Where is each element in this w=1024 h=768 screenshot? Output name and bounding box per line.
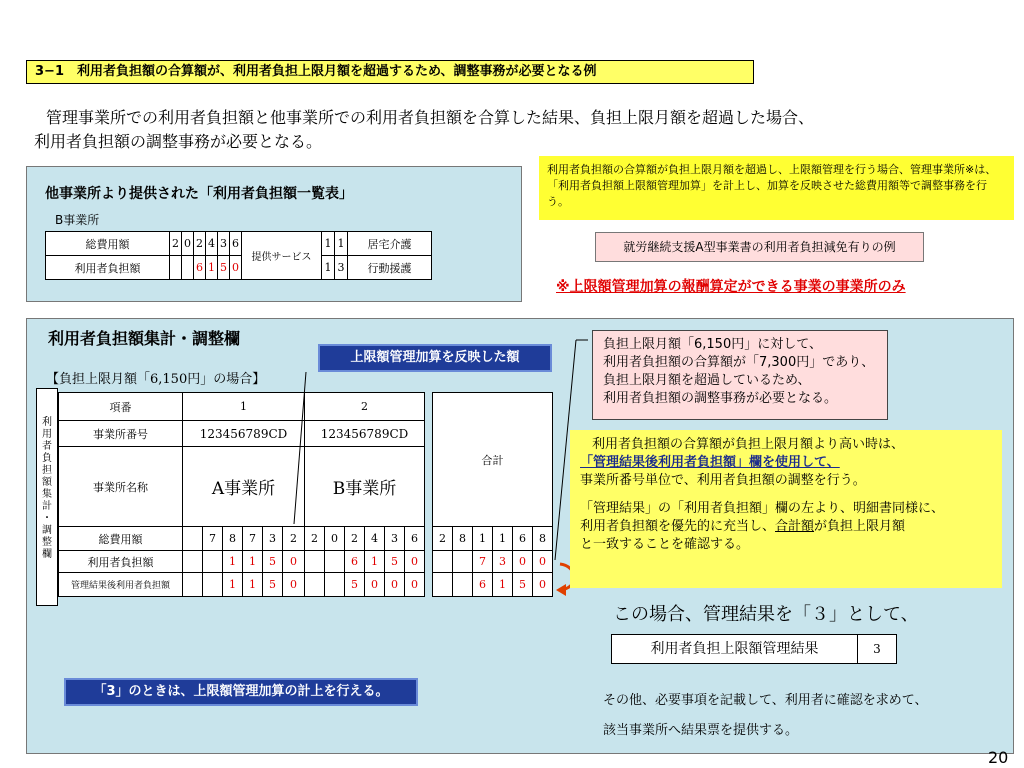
management-result-box xyxy=(611,634,897,664)
overage-note-line: 利用者負担額の合算額が「7,300円」であり、 xyxy=(603,355,875,370)
digit-cell: 5 xyxy=(385,551,405,573)
office-b-label: B事業所 xyxy=(55,213,100,227)
vertical-char: 者 xyxy=(42,441,52,452)
closing-line: その他、必要事項を記載して、利用者に確認を求めて、 xyxy=(603,693,928,708)
digit-cell: 0 xyxy=(533,573,553,597)
digit-cell: 0 xyxy=(513,551,533,573)
total-label: 合計 xyxy=(433,393,553,527)
digit-cell: 5 xyxy=(263,573,283,597)
digit-cell: 8 xyxy=(223,527,243,551)
arrow-head xyxy=(556,584,566,596)
digit-cell: 8 xyxy=(453,527,473,551)
office-number-label: 事業所番号 xyxy=(59,421,183,447)
digit-cell: 3 xyxy=(218,232,230,256)
explanation-highlight: 「管理結果後利用者負担額」欄を使用して、 xyxy=(580,455,840,470)
other-office-title: 他事業所より提供された「利用者負担額一覧表」 xyxy=(45,186,353,202)
vertical-char: ・ xyxy=(42,513,52,524)
digit-cell: 7 xyxy=(243,527,263,551)
vertical-char: 調 xyxy=(42,525,52,536)
example-label: 就労継続支援A型事業書の利用者負担減免有りの例 xyxy=(595,232,924,262)
digit-cell: 7 xyxy=(473,551,493,573)
intro-line-1: 管理事業所での利用者負担額と他事業所での利用者負担額を合算した結果、負担上限月額を超過した場合、 xyxy=(46,108,815,127)
digit-cell: 0 xyxy=(283,551,305,573)
digit-cell: 6 xyxy=(345,551,365,573)
service-name: 居宅介護 xyxy=(348,232,432,256)
overage-note-line: 利用者負担額の調整事務が必要となる。 xyxy=(603,391,838,406)
burden-amount-label: 利用者負担額 xyxy=(59,551,183,573)
digit-cell: 0 xyxy=(533,551,553,573)
intro-line-2: 利用者負担額の調整事務が必要となる。 xyxy=(34,132,323,151)
digit-cell: 6 xyxy=(513,527,533,551)
digit-cell: 0 xyxy=(325,527,345,551)
explanation-line: と一致することを確認する。 xyxy=(580,537,750,552)
digit-cell: 4 xyxy=(365,527,385,551)
digit-cell: 2 xyxy=(283,527,305,551)
page-number: 20 xyxy=(988,748,1009,767)
office-number-1: 123456789CD xyxy=(183,421,305,447)
vertical-char: 整 xyxy=(42,537,52,548)
office-name-1: A事業所 xyxy=(183,447,305,527)
row-label: 利用者負担額 xyxy=(46,256,170,280)
section-title: 3−1 利用者負担額の合算額が、利用者負担上限月額を超過するため、調整事務が必要となる例 xyxy=(26,60,754,84)
digit-cell: 6 xyxy=(473,573,493,597)
overage-note-line: 負担上限月額「6,150円」に対して、 xyxy=(603,337,822,352)
vertical-char: 利 xyxy=(42,417,52,428)
digit-cell: 3 xyxy=(493,551,513,573)
explanation-text: 利用者負担額を優先的に充当し、 xyxy=(580,519,776,534)
vertical-char: 負 xyxy=(42,453,52,464)
office-name-2: B事業所 xyxy=(305,447,425,527)
managed-burden-label: 管理結果後利用者負担額 xyxy=(59,573,183,597)
digit-cell: 6 xyxy=(194,256,206,280)
digit-cell: 7 xyxy=(203,527,223,551)
vertical-char: 用 xyxy=(42,429,52,440)
digit-cell: 0 xyxy=(385,573,405,597)
digit-cell: 2 xyxy=(194,232,206,256)
digit-cell: 5 xyxy=(345,573,365,597)
blue-label-pointer xyxy=(294,372,306,524)
digit-cell: 6 xyxy=(230,232,242,256)
digit-cell: 3 xyxy=(263,527,283,551)
digit-cell: 1 xyxy=(493,527,513,551)
total-amount-emphasis: 合計額 xyxy=(775,519,815,534)
digit-cell: 3 xyxy=(385,527,405,551)
digit-cell: 0 xyxy=(283,573,305,597)
explanation-line: 利用者負担額の合算額が負担上限月額より高い時は、 xyxy=(592,437,905,452)
management-result-label: 利用者負担上限額管理結果 xyxy=(612,635,858,663)
explanation-line xyxy=(580,518,992,536)
digit-cell: 8 xyxy=(533,527,553,551)
digit-cell: 1 xyxy=(493,573,513,597)
service-name: 行動援護 xyxy=(348,256,432,280)
digit-cell: 1 xyxy=(243,573,263,597)
row-label: 総費用額 xyxy=(46,232,170,256)
column-1-number: 1 xyxy=(183,393,305,421)
service-code: 1 xyxy=(322,232,335,256)
vertical-char: 計 xyxy=(42,501,52,512)
closing-text xyxy=(603,686,927,746)
vertical-char: 額 xyxy=(42,477,52,488)
office-name-label: 事業所名称 xyxy=(59,447,183,527)
office-number-2: 123456789CD xyxy=(305,421,425,447)
adjustment-explanation xyxy=(570,430,1002,588)
digit-cell: 0 xyxy=(182,232,194,256)
digit-cell: 1 xyxy=(223,551,243,573)
explanation-line: 事業所番号単位で、利用者負担額の調整を行う。 xyxy=(580,473,866,488)
overage-note-line: 負担上限月額を超過しているため、 xyxy=(603,373,811,388)
header-label: 項番 xyxy=(59,393,183,421)
service-code: 1 xyxy=(335,232,348,256)
digit-cell: 2 xyxy=(305,527,325,551)
digit-cell: 0 xyxy=(365,573,385,597)
spacer xyxy=(580,490,992,500)
digit-cell: 0 xyxy=(405,551,425,573)
service-code: 1 xyxy=(322,256,335,280)
explanation-text: が負担上限月額 xyxy=(814,519,906,534)
digit-cell: 1 xyxy=(206,256,218,280)
digit-cell: 6 xyxy=(405,527,425,551)
digit-cell: 2 xyxy=(345,527,365,551)
digit-cell: 2 xyxy=(433,527,453,551)
result-3-note: 「3」のときは、上限額管理加算の計上を行える。 xyxy=(64,678,418,706)
total-cost-label: 総費用額 xyxy=(59,527,183,551)
management-addition-note: 利用者負担額の合算額が負担上限月額を超過し、上限額管理を行う場合、管理事業所※は、「利用者負担額上限額管理加算」を計上し、加算を反映させた総費用額等で調整事務を行う。 xyxy=(539,156,1014,220)
vertical-char: 集 xyxy=(42,489,52,500)
digit-cell: 5 xyxy=(513,573,533,597)
digit-cell: 0 xyxy=(230,256,242,280)
vertical-char: 欄 xyxy=(42,549,52,560)
digit-cell: 1 xyxy=(365,551,385,573)
digit-cell: 0 xyxy=(405,573,425,597)
vertical-char: 担 xyxy=(42,465,52,476)
management-result-value: 3 xyxy=(873,642,881,656)
overage-note xyxy=(592,330,888,420)
explanation-line: 「管理結果」の「利用者負担額」欄の左より、明細書同様に、 xyxy=(580,501,945,516)
limit-addition-label: 上限額管理加算を反映した額 xyxy=(318,344,552,372)
aggregation-title: 利用者負担額集計・調整欄 xyxy=(48,329,241,348)
digit-cell: 5 xyxy=(263,551,283,573)
digit-cell: 1 xyxy=(243,551,263,573)
column-2-number: 2 xyxy=(305,393,425,421)
digit-cell: 1 xyxy=(473,527,493,551)
digit-cell: 2 xyxy=(170,232,182,256)
office-limitation-note: ※上限額管理加算の報酬算定ができる事業の事業所のみ xyxy=(556,279,906,295)
digit-cell: 4 xyxy=(206,232,218,256)
case-text: この場合、管理結果を「３」として、 xyxy=(613,604,919,625)
digit-cell: 1 xyxy=(223,573,243,597)
digit-cell: 5 xyxy=(218,256,230,280)
service-code: 3 xyxy=(335,256,348,280)
limit-subtitle: 【負担上限月額「6,150円」の場合】 xyxy=(46,372,266,387)
closing-line: 該当事業所へ結果票を提供する。 xyxy=(603,723,799,738)
service-label: 提供サービス xyxy=(242,232,322,280)
